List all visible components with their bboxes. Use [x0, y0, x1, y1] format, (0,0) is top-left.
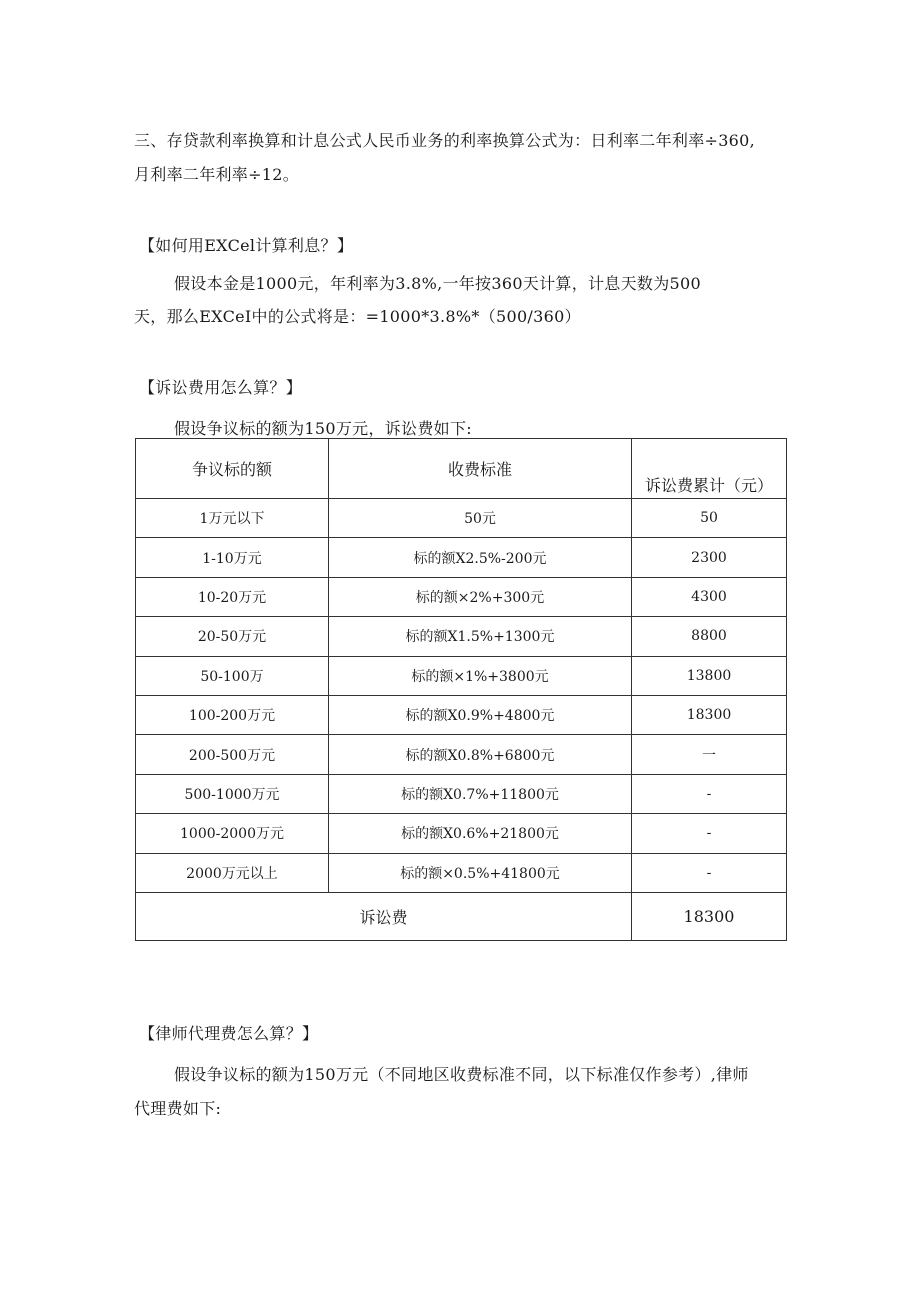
- table-row: [136, 577, 787, 616]
- header-cumulative-fee: 诉讼费累计（元）: [632, 439, 787, 499]
- header-fee-standard: 收费标准: [329, 439, 632, 499]
- section3-line2: 月利率二年利率÷12。: [134, 165, 300, 184]
- table-row: [136, 538, 787, 577]
- section3-line1: 三、存贷款利率换算和计息公式人民币业务的利率换算公式为：日利率二年利率÷360,: [134, 131, 756, 150]
- cell-standard: 标的额X0.6%+21800元: [329, 814, 632, 853]
- cell-cumulative: 13800: [632, 656, 787, 695]
- table-row: [136, 617, 787, 656]
- cell-cumulative: 50: [632, 499, 787, 538]
- cell-standard: 标的额X2.5%-200元: [329, 538, 632, 577]
- excel-paragraph-line2: 天，那么EXCeI中的公式将是：=1000*3.8%*（500/360）: [134, 307, 581, 326]
- table-row: [136, 499, 787, 538]
- cell-cumulative: 4300: [632, 577, 787, 616]
- cell-standard: 标的额×2%+300元: [329, 577, 632, 616]
- table-row: [136, 814, 787, 853]
- cell-cumulative: -: [632, 774, 787, 813]
- table-row: [136, 735, 787, 774]
- cell-standard: 标的额×0.5%+41800元: [329, 853, 632, 892]
- cell-cumulative: -: [632, 814, 787, 853]
- cell-amount: 100-200万元: [136, 695, 329, 734]
- cell-cumulative: -: [632, 853, 787, 892]
- cell-amount: 20-50万元: [136, 617, 329, 656]
- table-row: [136, 656, 787, 695]
- cell-cumulative: 2300: [632, 538, 787, 577]
- litigation-heading: 【诉讼费用怎么算？】: [139, 378, 303, 397]
- cell-standard: 标的额×1%+3800元: [329, 656, 632, 695]
- cell-amount: 1-10万元: [136, 538, 329, 577]
- cell-standard: 标的额X1.5%+1300元: [329, 617, 632, 656]
- cell-standard: 标的额X0.9%+4800元: [329, 695, 632, 734]
- cell-standard: 标的额X0.8%+6800元: [329, 735, 632, 774]
- table-header-row: [136, 439, 787, 499]
- table-row: [136, 695, 787, 734]
- total-label: 诉讼费: [136, 893, 632, 941]
- cell-standard: 50元: [329, 499, 632, 538]
- lawyer-paragraph-line1: 假设争议标的额为150万元（不同地区收费标准不同，以下标准仅作参考）,律师: [174, 1065, 749, 1084]
- lawyer-heading: 【律师代理费怎么算？】: [139, 1024, 319, 1043]
- cell-amount: 10-20万元: [136, 577, 329, 616]
- litigation-intro: 假设争议标的额为150万元，诉讼费如下:: [174, 419, 472, 438]
- cell-amount: 50-100万: [136, 656, 329, 695]
- cell-cumulative: 8800: [632, 617, 787, 656]
- total-value: 18300: [632, 893, 787, 941]
- header-dispute-amount: 争议标的额: [136, 439, 329, 499]
- excel-paragraph-line1: 假设本金是1000元，年利率为3.8%,一年按360天计算，计息天数为500: [174, 274, 701, 293]
- cell-amount: 500-1000万元: [136, 774, 329, 813]
- cell-amount: 1万元以下: [136, 499, 329, 538]
- table-row: [136, 853, 787, 892]
- table-row: [136, 774, 787, 813]
- cell-cumulative: 一: [632, 735, 787, 774]
- table-total-row: [136, 893, 787, 941]
- cell-amount: 1000-2000万元: [136, 814, 329, 853]
- cell-standard: 标的额X0.7%+11800元: [329, 774, 632, 813]
- litigation-fee-table: [135, 438, 787, 941]
- excel-heading: 【如何用EXCel计算利息？】: [139, 236, 354, 255]
- cell-cumulative: 18300: [632, 695, 787, 734]
- cell-amount: 2000万元以上: [136, 853, 329, 892]
- lawyer-paragraph-line2: 代理费如下:: [134, 1099, 222, 1118]
- cell-amount: 200-500万元: [136, 735, 329, 774]
